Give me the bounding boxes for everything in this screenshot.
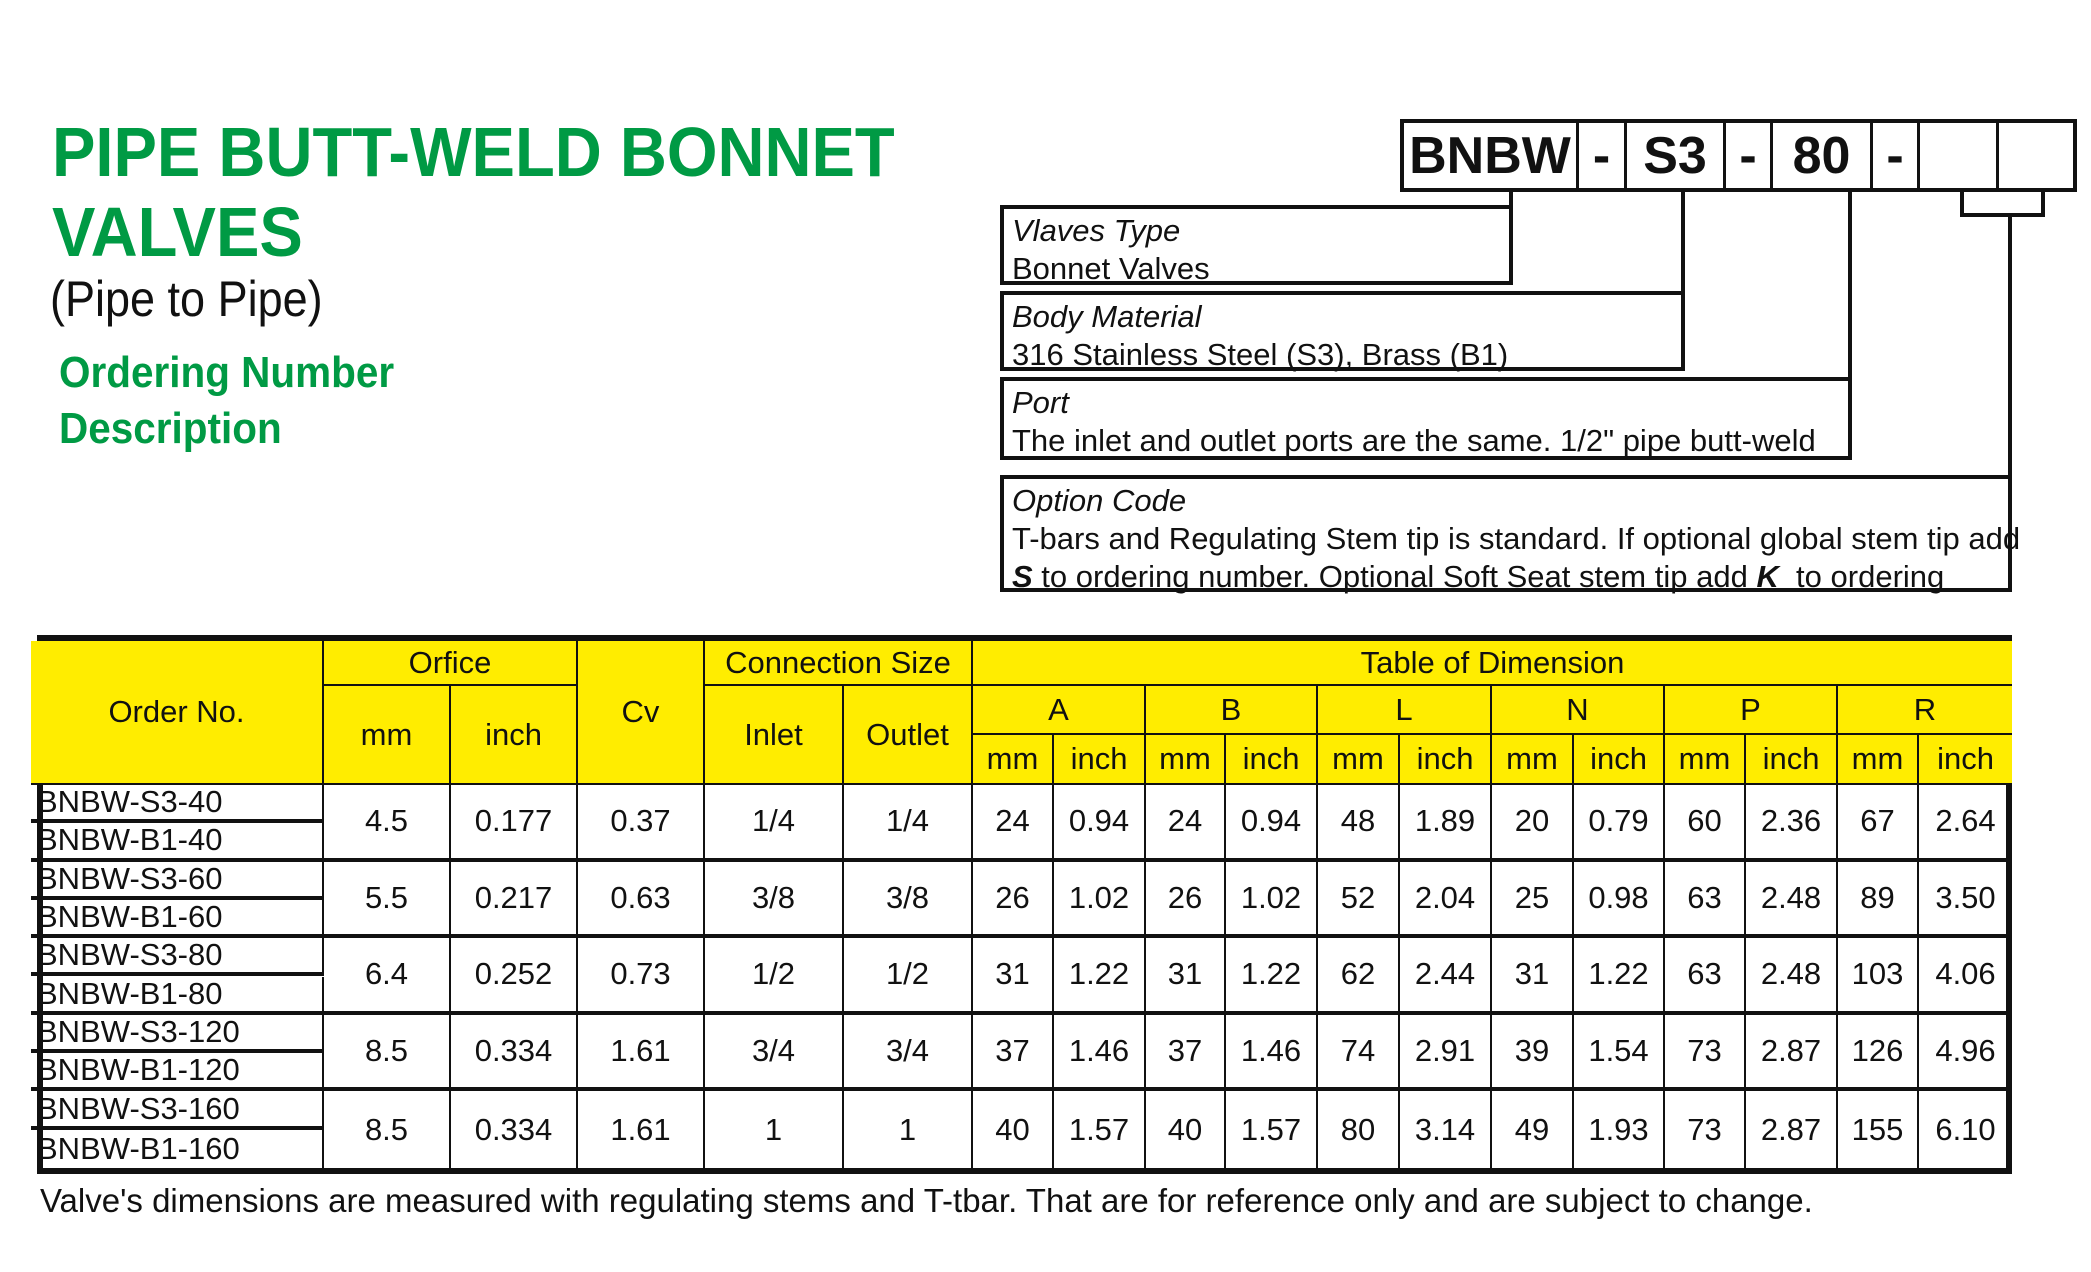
orifice-inch: 0.177	[451, 785, 578, 862]
footer-note: Valve's dimensions are measured with regulating stems and T-tbar. That are for reference only and are subject to change.	[40, 1182, 1813, 1219]
header-dim-a: A	[973, 686, 1146, 735]
option-code-line-2-end: to ordering	[1778, 559, 1945, 594]
subtitle: (Pipe to Pipe)	[50, 271, 323, 327]
dim-a-inch: 1.57	[1054, 1091, 1146, 1168]
dim-p-inch: 2.87	[1746, 1015, 1838, 1092]
option-code-k: K	[1756, 559, 1779, 594]
page-title	[52, 112, 945, 272]
cv-value: 0.63	[578, 862, 705, 939]
dim-b-inch: 1.02	[1226, 862, 1318, 939]
order-number-b1: BNBW-B1-80	[31, 977, 324, 1015]
port-value: The inlet and outlet ports are the same. 1/2" pipe butt-weld	[1012, 423, 1816, 458]
header-orifice-mm: mm	[324, 686, 451, 785]
code-segment-material: S3	[1627, 123, 1726, 188]
dim-r-inch: 4.06	[1919, 938, 2012, 1015]
dim-r-inch: 6.10	[1935, 1111, 1996, 1147]
outlet-size: 1/4	[844, 785, 973, 862]
connector-line-material	[1681, 190, 1685, 293]
dim-l-mm: 74	[1318, 1015, 1400, 1092]
dim-a-inch: 1.22	[1054, 938, 1146, 1015]
outlet-size: 3/4	[844, 1015, 973, 1092]
valve-type-label: Vlaves Type	[1012, 213, 1181, 248]
dim-b-inch: 1.57	[1226, 1091, 1318, 1168]
inlet-size: 1/4	[705, 785, 844, 862]
dim-b-inch: 0.94	[1226, 785, 1318, 862]
inlet-size: 3/8	[705, 862, 844, 939]
header-inlet: Inlet	[705, 686, 844, 785]
header-dim-l: L	[1318, 686, 1492, 735]
dim-p-inch: 2.48	[1746, 938, 1838, 1015]
header-unit-inch: inch	[1226, 735, 1318, 785]
dim-r-inch: 4.96	[1919, 1015, 2012, 1092]
header-orifice: Orfice	[324, 641, 578, 686]
dim-l-inch: 2.04	[1400, 862, 1492, 939]
inlet-size: 1	[705, 1091, 844, 1168]
dim-r-mm: 155	[1838, 1091, 1919, 1168]
dim-a-mm: 37	[973, 1015, 1054, 1092]
order-number-s3: BNBW-S3-80	[31, 938, 324, 976]
option-code-line-1: T-bars and Regulating Stem tip is standard. If optional global stem tip add	[1012, 521, 2021, 556]
dim-a-inch: 0.94	[1054, 785, 1146, 862]
order-number-b1: BNBW-B1-60	[31, 900, 324, 938]
header-dim-b: B	[1146, 686, 1318, 735]
connector-line-port	[1848, 190, 1852, 379]
dim-a-mm: 26	[973, 862, 1054, 939]
dim-n-inch: 0.98	[1574, 862, 1665, 939]
orifice-inch: 0.217	[451, 862, 578, 939]
orifice-mm: 8.5	[324, 1091, 451, 1168]
option-code-line-2-mid: to ordering number. Optional Soft Seat stem tip add	[1032, 559, 1757, 594]
dim-a-mm: 40	[973, 1091, 1054, 1168]
order-number-s3: BNBW-S3-160	[31, 1091, 324, 1129]
dim-b-mm: 24	[1146, 785, 1226, 862]
dim-b-inch: 1.46	[1226, 1015, 1318, 1092]
orifice-mm: 6.4	[324, 938, 451, 1015]
dim-n-inch: 1.22	[1574, 938, 1665, 1015]
inlet-size: 3/4	[705, 1015, 844, 1092]
cv-value: 1.61	[578, 1091, 705, 1168]
port-label: Port	[1012, 385, 1069, 420]
dim-b-mm: 40	[1146, 1091, 1226, 1168]
cv-value: 0.37	[578, 785, 705, 862]
option-code-label: Option Code	[1012, 483, 1187, 518]
body-material-box	[1000, 291, 1685, 371]
outlet-size: 3/8	[844, 862, 973, 939]
cv-value: 0.73	[578, 938, 705, 1015]
header-dim-r: R	[1838, 686, 2012, 735]
header-unit-mm: mm	[1318, 735, 1400, 785]
code-segment-option-1	[1920, 123, 1999, 188]
option-code-s: S	[1012, 559, 1033, 594]
cv-value: 1.61	[578, 1015, 705, 1092]
ordering-code-box	[1400, 119, 2077, 192]
dim-l-inch: 2.44	[1400, 938, 1492, 1015]
dim-n-mm: 39	[1492, 1015, 1574, 1092]
orifice-inch: 0.252	[451, 938, 578, 1015]
header-orifice-inch: inch	[451, 686, 578, 785]
code-segment-option-2	[1999, 123, 2073, 188]
dim-p-inch: 2.87	[1746, 1091, 1838, 1168]
option-code-line-2	[1012, 558, 2008, 596]
header-unit-inch: inch	[1746, 735, 1838, 785]
dim-r-mm: 126	[1838, 1015, 1919, 1092]
valve-type-box	[1000, 205, 1513, 285]
header-unit-mm: mm	[1665, 735, 1746, 785]
dim-p-inch: 2.48	[1746, 862, 1838, 939]
dim-p-inch: 2.36	[1746, 785, 1838, 862]
inlet-size: 1/2	[705, 938, 844, 1015]
connector-bracket-bottom	[1960, 213, 2045, 217]
header-connection-size: Connection Size	[705, 641, 973, 686]
dim-a-inch: 1.02	[1054, 862, 1146, 939]
section-heading-line-2: Description	[59, 404, 282, 453]
order-number-b1: BNBW-B1-40	[31, 823, 324, 861]
orifice-inch: 0.334	[451, 1015, 578, 1092]
code-segment-port: 80	[1773, 123, 1873, 188]
dim-b-mm: 31	[1146, 938, 1226, 1015]
dim-b-mm: 26	[1146, 862, 1226, 939]
title-line-2: VALVES	[52, 193, 303, 271]
dim-n-mm: 31	[1492, 938, 1574, 1015]
header-table-of-dimension: Table of Dimension	[973, 641, 2012, 686]
header-unit-mm: mm	[1838, 735, 1919, 785]
dim-p-mm: 63	[1665, 862, 1746, 939]
body-material-value: 316 Stainless Steel (S3), Brass (B1)	[1012, 337, 1509, 372]
dim-l-mm: 52	[1318, 862, 1400, 939]
header-unit-mm: mm	[1492, 735, 1574, 785]
header-dim-n: N	[1492, 686, 1665, 735]
outlet-size: 1/2	[844, 938, 973, 1015]
dim-r-mm: 89	[1838, 862, 1919, 939]
dim-b-inch: 1.22	[1226, 938, 1318, 1015]
dim-l-mm: 48	[1318, 785, 1400, 862]
option-code-box	[1000, 475, 2021, 594]
valve-type-value: Bonnet Valves	[1012, 251, 1210, 286]
dim-r-inch: 3.50	[1919, 862, 2012, 939]
dim-l-inch: 1.89	[1400, 785, 1492, 862]
dim-a-inch: 1.46	[1054, 1015, 1146, 1092]
orifice-inch: 0.334	[451, 1091, 578, 1168]
order-number-s3: BNBW-S3-60	[31, 862, 324, 900]
dim-l-inch: 3.14	[1400, 1091, 1492, 1168]
dim-a-mm: 31	[973, 938, 1054, 1015]
dim-n-inch: 1.93	[1574, 1091, 1665, 1168]
header-unit-inch: inch	[1574, 735, 1665, 785]
title-line-1: PIPE BUTT-WELD BONNET	[52, 113, 895, 191]
header-dim-p: P	[1665, 686, 1838, 735]
dim-r-mm: 67	[1838, 785, 1919, 862]
code-separator: -	[1579, 123, 1627, 188]
orifice-mm: 8.5	[324, 1015, 451, 1092]
header-unit-mm: mm	[973, 735, 1054, 785]
header-outlet: Outlet	[844, 686, 973, 785]
section-heading-line-1: Ordering Number	[59, 348, 395, 397]
header-unit-inch: inch	[1400, 735, 1492, 785]
header-unit-inch: inch	[1054, 735, 1146, 785]
header-unit-inch: inch	[1919, 735, 2012, 785]
body-material-label: Body Material	[1012, 299, 1202, 334]
dim-l-mm: 80	[1318, 1091, 1400, 1168]
header-order-no: Order No.	[31, 641, 324, 785]
spec-table	[37, 635, 2012, 1174]
dim-b-mm: 37	[1146, 1015, 1226, 1092]
outlet-size: 1	[844, 1091, 973, 1168]
dim-n-mm: 25	[1492, 862, 1574, 939]
dim-r-inch: 2.64	[1919, 785, 2012, 862]
code-separator: -	[1726, 123, 1773, 188]
dim-p-mm: 73	[1665, 1015, 1746, 1092]
order-number-b1: BNBW-B1-160	[31, 1130, 324, 1168]
code-segment-series: BNBW	[1404, 123, 1579, 188]
dim-a-mm: 24	[973, 785, 1054, 862]
dim-p-mm: 73	[1665, 1091, 1746, 1168]
orifice-mm: 4.5	[324, 785, 451, 862]
order-number-s3: BNBW-S3-120	[31, 1015, 324, 1053]
order-number-s3: BNBW-S3-40	[31, 785, 324, 823]
code-separator: -	[1873, 123, 1920, 188]
dim-n-inch: 1.54	[1574, 1015, 1665, 1092]
order-number-b1: BNBW-B1-120	[31, 1053, 324, 1091]
connector-line-option	[2008, 213, 2012, 477]
orifice-mm: 5.5	[324, 862, 451, 939]
dim-p-mm: 60	[1665, 785, 1746, 862]
dim-n-mm: 20	[1492, 785, 1574, 862]
dim-n-mm: 49	[1492, 1091, 1574, 1168]
dim-l-mm: 62	[1318, 938, 1400, 1015]
dim-l-inch: 2.91	[1400, 1015, 1492, 1092]
port-box	[1000, 377, 1852, 460]
dim-r-mm: 103	[1838, 938, 1919, 1015]
dim-p-mm: 63	[1665, 938, 1746, 1015]
dim-n-inch: 0.79	[1574, 785, 1665, 862]
section-heading	[59, 345, 394, 457]
header-cv: Cv	[578, 641, 705, 785]
header-unit-mm: mm	[1146, 735, 1226, 785]
